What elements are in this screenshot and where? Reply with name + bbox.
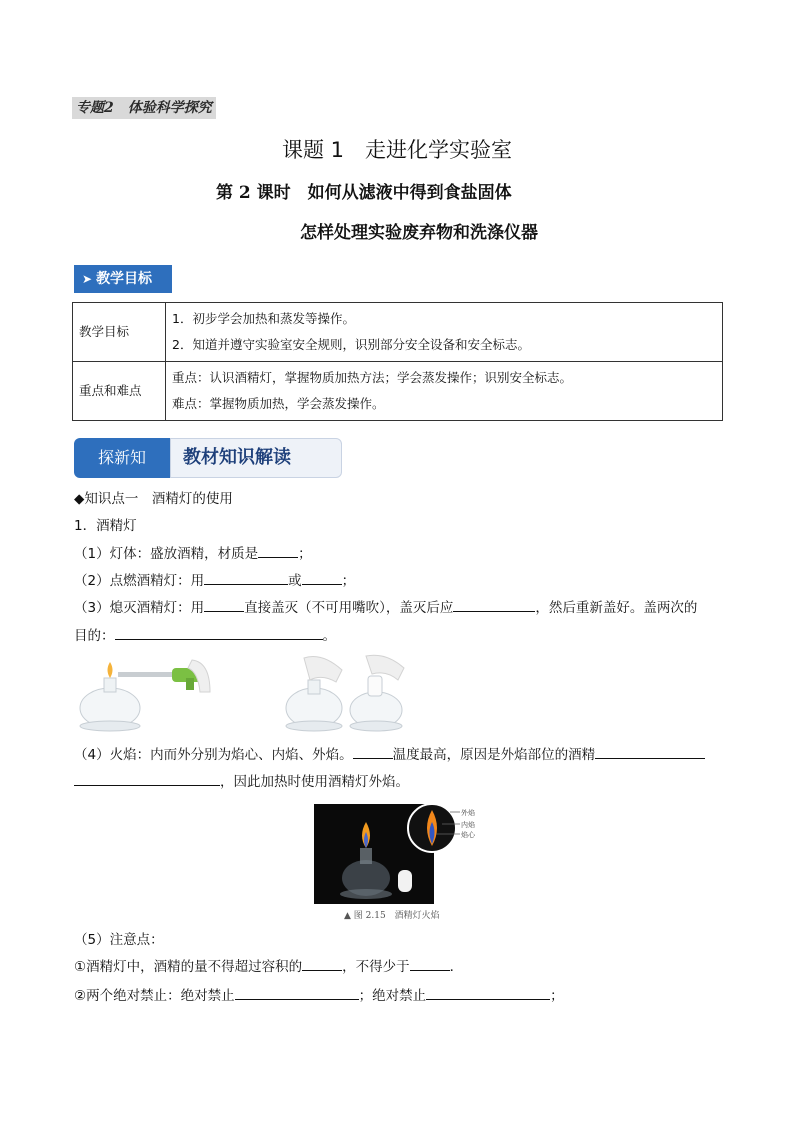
arrow-icon: ➤ (82, 272, 93, 286)
fill-blank[interactable] (302, 570, 342, 585)
table-row-body (166, 303, 723, 362)
text: ，不得少于 (342, 959, 410, 975)
question-line (74, 597, 724, 618)
lesson-subtitle-1: 第 2 课时 如何从滤液中得到食盐固体 (216, 183, 512, 203)
item-heading: （5）注意点： (74, 932, 164, 948)
flame-figure (314, 804, 480, 904)
table-row-body (166, 362, 723, 421)
text: 目的： (74, 628, 115, 644)
table-row (73, 362, 723, 421)
question-line (74, 985, 564, 1006)
question-line (74, 744, 724, 765)
topic-label: 专题2 体验科学探究 (72, 97, 216, 119)
text: （1）灯体：盛放酒精，材质是 (74, 546, 259, 562)
text: ． (449, 959, 464, 975)
fill-blank[interactable] (258, 543, 298, 558)
text: 。 (322, 628, 336, 644)
fill-blank[interactable] (302, 956, 342, 971)
table-row (73, 303, 723, 362)
fill-blank[interactable] (410, 956, 450, 971)
text: ；绝对禁止 (358, 988, 427, 1004)
knowledge-banner-left: 探新知 (74, 438, 170, 478)
fill-blank[interactable] (353, 744, 393, 759)
question-line (74, 543, 312, 564)
table-row-head: 教学目标 (73, 303, 166, 362)
text: （3）熄灭酒精灯：用 (74, 600, 205, 616)
page-title: 课题 1 走进化学实验室 (281, 138, 513, 162)
text: ； (550, 988, 564, 1004)
text: ； (298, 546, 312, 562)
item-heading: 1．酒精灯 (74, 518, 137, 534)
fill-blank[interactable] (453, 597, 535, 612)
goals-banner (74, 265, 172, 293)
flame-label-middle: 内焰 (461, 821, 475, 829)
goals-banner-label: 教学目标 (96, 271, 153, 287)
fill-blank[interactable] (115, 625, 323, 640)
fill-blank[interactable] (204, 597, 244, 612)
question-line (74, 625, 336, 646)
fill-blank[interactable] (235, 985, 359, 1000)
goal-line: 重点：认识酒精灯，掌握物质加热方法；学会蒸发操作；识别安全标志。 (172, 370, 573, 385)
fill-blank[interactable] (74, 771, 220, 786)
goal-line: 1．初步学会加热和蒸发等操作。 (172, 311, 355, 326)
text: 或 (288, 573, 302, 589)
knowledge-banner (74, 438, 344, 478)
question-line (74, 956, 463, 977)
goals-table (72, 302, 723, 421)
knowledge-banner-right: 教材知识解读 (170, 438, 342, 478)
fill-blank[interactable] (595, 744, 705, 759)
text: ①酒精灯中，酒精的量不得超过容积的 (74, 959, 303, 975)
goal-line: 难点：掌握物质加热，学会蒸发操作。 (172, 396, 385, 411)
extinguishing-lamp-photo (282, 652, 408, 732)
lighting-lamp-photo (74, 652, 212, 732)
text: ，然后重新盖好。盖两次的 (535, 600, 698, 616)
flame-label-inner: 焰心 (461, 831, 475, 839)
fill-blank[interactable] (204, 570, 288, 585)
lesson-subtitle-2: 怎样处理实验废弃物和洗涤仪器 (300, 223, 538, 243)
knowledge-point-heading: ◆知识点一 酒精灯的使用 (74, 491, 233, 507)
text: ②两个绝对禁止：绝对禁止 (74, 988, 235, 1004)
text: ； (341, 573, 356, 589)
text: 直接盖灭（不可用嘴吹），盖灭后应 (244, 600, 454, 616)
question-line (74, 570, 355, 591)
fill-blank[interactable] (426, 985, 550, 1000)
text: ，因此加热时使用酒精灯外焰。 (220, 774, 409, 790)
goal-line: 2．知道并遵守实验室安全规则，识别部分安全设备和安全标志。 (172, 337, 530, 352)
table-row-head: 重点和难点 (73, 362, 166, 421)
flame-label-outer: 外焰 (461, 809, 475, 817)
text: （4）火焰：内而外分别为焰心、内焰、外焰。 (74, 747, 353, 763)
text: 温度最高，原因是外焰部位的酒精 (392, 747, 596, 763)
text: （2）点燃酒精灯：用 (74, 573, 205, 589)
question-line (74, 771, 409, 792)
figure-caption: ▲ 图 2.15 酒精灯火焰 (344, 911, 440, 921)
